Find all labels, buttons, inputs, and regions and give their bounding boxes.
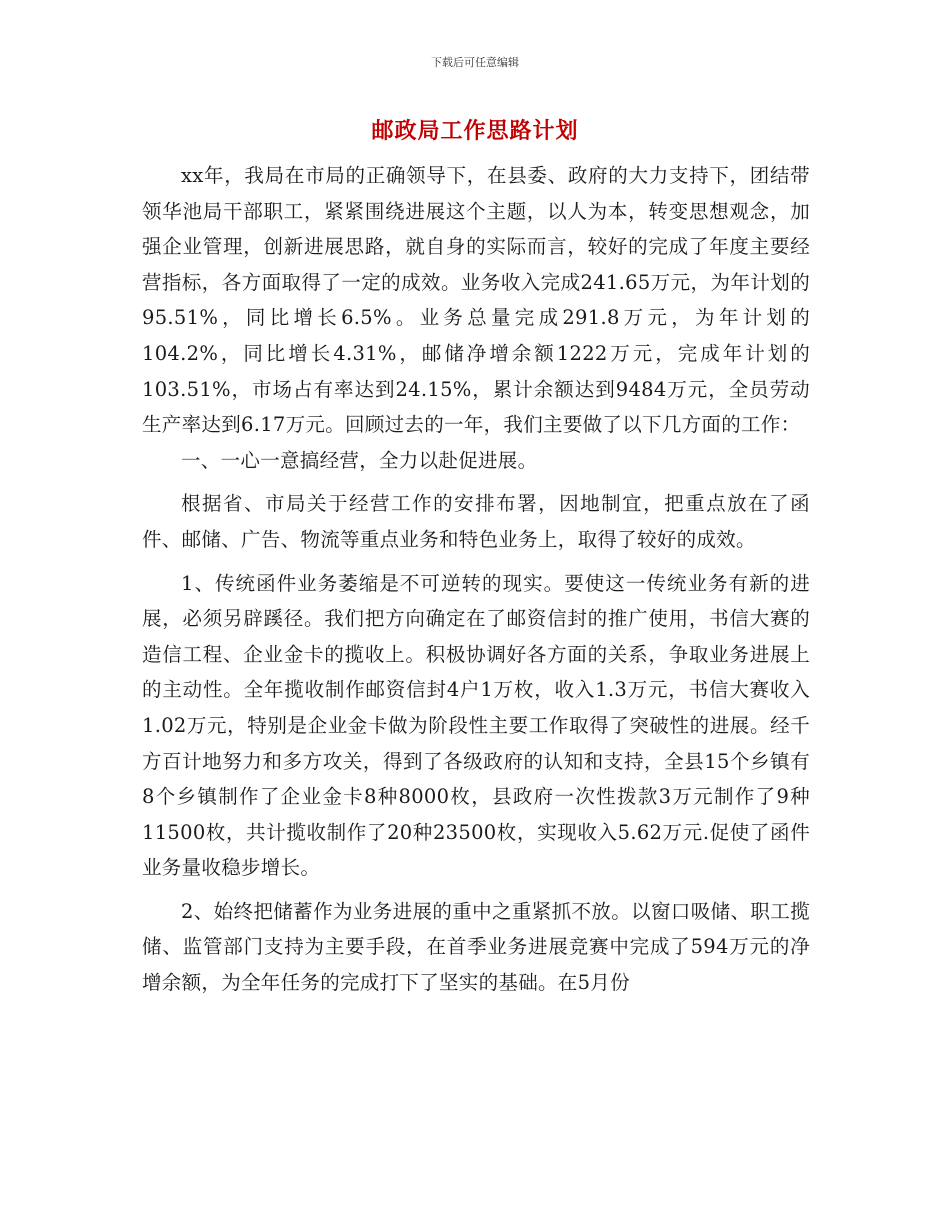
paragraph-savings: 2、始终把储蓄作为业务进展的重中之重紧抓不放。以窗口吸储、职工揽储、监管部门支持为主要手段，在首季业务进展竞赛中完成了594万元的净增余额，为全年任务的完成打下了坚实的基础。在5月份: [142, 899, 810, 995]
paragraph-section-heading: 一、一心一意搞经营，全力以赴促进展。: [181, 448, 538, 472]
paragraph-letter-business: 1、传统函件业务萎缩是不可逆转的现实。要使这一传统业务有新的进展，必须另辟蹊径。我们把方向确定在了邮资信封的推广使用，书信大赛的造信工程、企业金卡的揽收上。积极协调好各方面的关系，争取业务进展上的主动性。全年揽收制作邮资信封4户1万枚，收入1.3万元，书信大赛收入1.02万元，特别是企业金卡做为阶段性主要工作取得了突破性的进展。经千方百计地努力和多方攻关，得到了各级政府的认知和支持，全县15个乡镇有8个乡镇制作了企业金卡8种8000枚，县政府一次性拨款3万元制作了9种11500枚，共计揽收制作了20种23500枚，实现收入5.62万元.促使了函件业务量收稳步增长。: [142, 571, 810, 880]
document-title: 邮政局工作思路计划: [371, 119, 579, 144]
paragraph-key-business: 根据省、市局关于经营工作的安排布署，因地制宜，把重点放在了函件、邮储、广告、物流等重点业务和特色业务上，取得了较好的成效。: [142, 492, 810, 551]
document-body: [142, 158, 810, 1001]
paragraph-summary: xx年，我局在市局的正确领导下，在县委、政府的大力支持下，团结带领华池局干部职工，紧紧围绕进展这个主题，以人为本，转变思想观念，加强企业管理，创新进展思路，就自身的实际而言，较好的完成了年度主要经营指标，各方面取得了一定的成效。业务收入完成241.65万元，为年计划的95.51%，同比增长6.5%。业务总量完成291.8万元，为年计划的104.2%，同比增长4.31%，邮储净增余额1222万元，完成年计划的103.51%，市场占有率达到24.15%，累计余额达到9484万元，全员劳动生产率达到6.17万元。回顾过去的一年，我们主要做了以下几方面的工作：: [142, 164, 810, 437]
header-note: 下载后可任意编辑: [431, 56, 519, 69]
